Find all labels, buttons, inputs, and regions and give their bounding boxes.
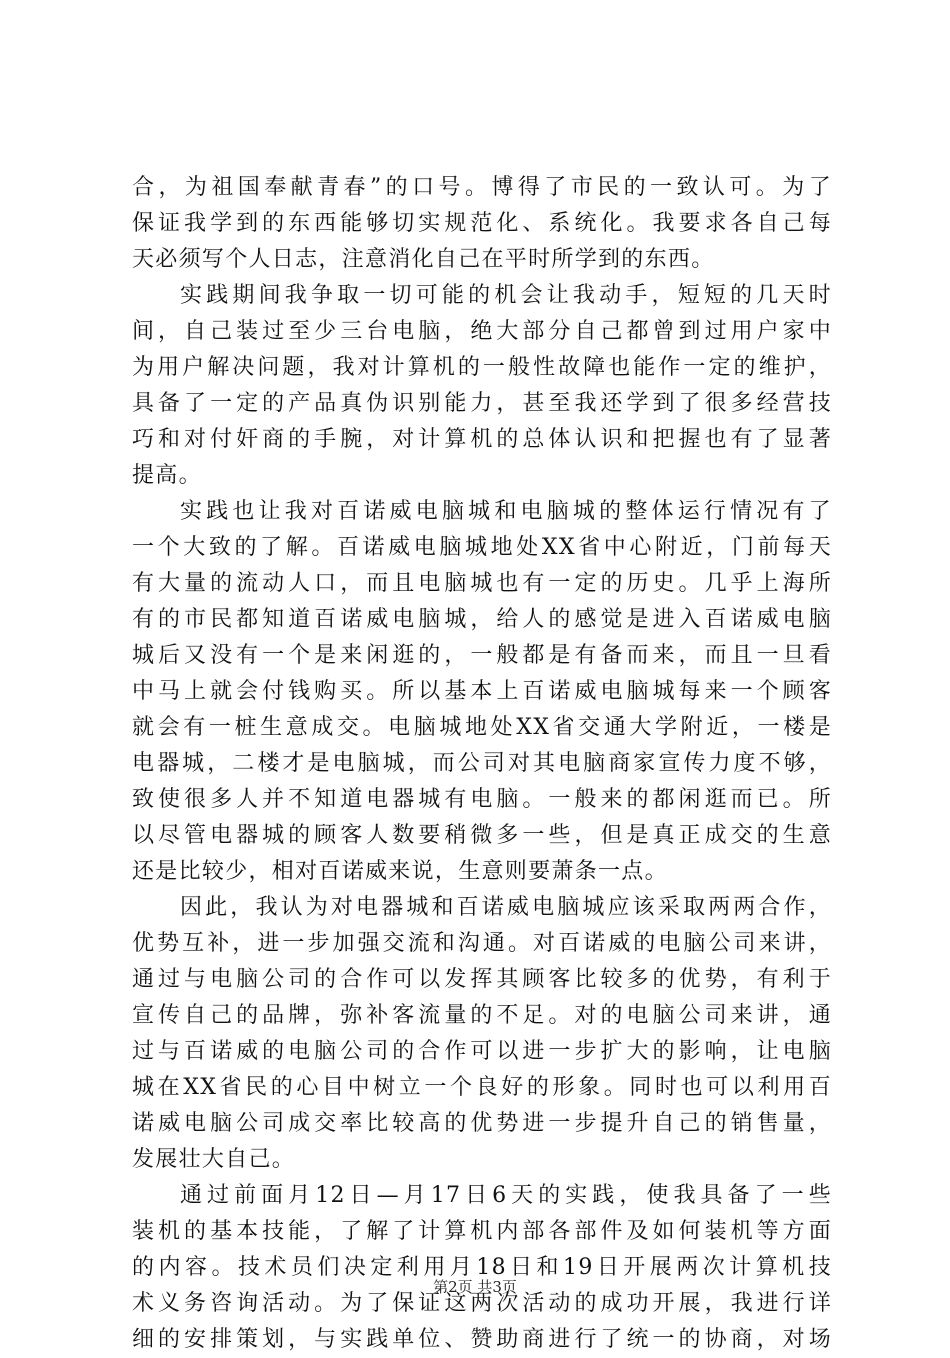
text-line: 城后又没有一个是来闲逛的，一般都是有备而来，而且一旦看 [132, 643, 832, 668]
text-line: 发展壮大自己。 [132, 1147, 296, 1172]
text-line: 有的市民都知道百诺威电脑城，给人的感觉是进入百诺威电脑 [132, 607, 832, 632]
text-line: 过与百诺威的电脑公司的合作可以进一步扩大的影响，让电脑 [132, 1039, 832, 1064]
text-line: 以尽管电器城的顾客人数要稍微多一些，但是真正成交的生意 [132, 823, 832, 848]
text-line: 实践期间我争取一切可能的机会让我动手，短短的几天时 [180, 283, 832, 308]
text-line: 诺威电脑公司成交率比较高的优势进一步提升自己的销售量， [132, 1111, 832, 1136]
text-line: 保证我学到的东西能够切实规范化、系统化。我要求各自己每 [132, 211, 832, 236]
text-line: 城在XX省民的心目中树立一个良好的形象。同时也可以利用百 [132, 1075, 832, 1100]
text-line: 间，自己装过至少三台电脑，绝大部分自己都曾到过用户家中 [132, 319, 832, 344]
text-line: 优势互补，进一步加强交流和沟通。对百诺威的电脑公司来讲， [132, 931, 832, 956]
text-line: 的内容。技术员们决定利用月18日和19日开展两次计算机技 [132, 1255, 832, 1280]
text-line: 致使很多人并不知道电器城有电脑。一般来的都闲逛而已。所 [132, 787, 832, 812]
text-line: 就会有一桩生意成交。电脑城地处XX省交通大学附近，一楼是 [132, 715, 832, 740]
body-text [132, 170, 832, 1358]
text-line: 中马上就会付钱购买。所以基本上百诺威电脑城每来一个顾客 [132, 679, 832, 704]
text-line: 装机的基本技能，了解了计算机内部各部件及如何装机等方面 [132, 1219, 832, 1244]
text-line: 电器城，二楼才是电脑城，而公司对其电脑商家宣传力度不够， [132, 751, 832, 776]
text-line: 术义务咨询活动。为了保证这两次活动的成功开展，我进行详 [132, 1291, 832, 1316]
page-footer: 第2页 共3页 [433, 1278, 517, 1296]
text-line: 提高。 [132, 463, 202, 488]
text-line: 通过前面月12日—月17日6天的实践，使我具备了一些 [180, 1183, 832, 1208]
text-line: 合，为祖国奉献青春”的口号。博得了市民的一致认可。为了 [132, 175, 832, 200]
text-line: 有大量的流动人口，而且电脑城也有一定的历史。几乎上海所 [132, 571, 832, 596]
text-line: 天必须写个人日志，注意消化自己在平时所学到的东西。 [132, 247, 715, 272]
text-line: 宣传自己的品牌，弥补客流量的不足。对的电脑公司来讲，通 [132, 1003, 832, 1028]
text-line: 为用户解决问题，我对计算机的一般性故障也能作一定的维护， [132, 355, 832, 380]
text-line: 巧和对付奸商的手腕，对计算机的总体认识和把握也有了显著 [132, 427, 832, 452]
text-line: 还是比较少，相对百诺威来说，生意则要萧条一点。 [132, 859, 668, 884]
text-line: 一个大致的了解。百诺威电脑城地处XX省中心附近，门前每天 [132, 535, 832, 560]
text-line: 细的安排策划，与实践单位、赞助商进行了统一的协商，对场 [132, 1327, 832, 1352]
text-line: 通过与电脑公司的合作可以发挥其顾客比较多的优势，有利于 [132, 967, 832, 992]
text-line: 实践也让我对百诺威电脑城和电脑城的整体运行情况有了 [180, 499, 832, 524]
text-line: 因此，我认为对电器城和百诺威电脑城应该采取两两合作， [180, 895, 832, 920]
text-line: 具备了一定的产品真伪识别能力，甚至我还学到了很多经营技 [132, 391, 832, 416]
